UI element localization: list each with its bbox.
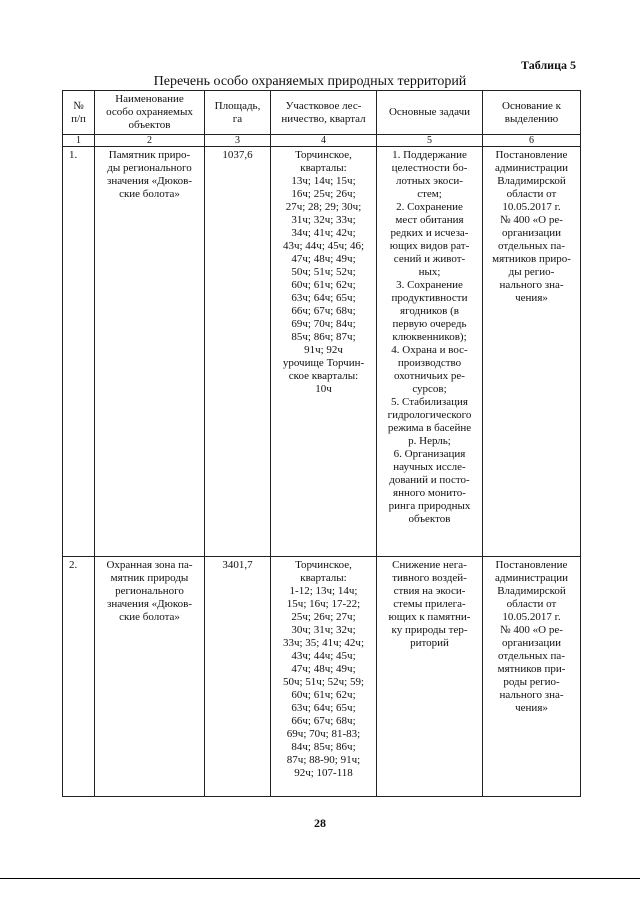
row-basis: Постановление администрации Владимирской области от 10.05.2017 г. № 400 «О ре- организации отдельных па- мятников при- роды регио- нального зна- чения» <box>483 557 581 797</box>
row-area: 1037,6 <box>205 147 271 557</box>
header-name: Наименование особо охраняемых объектов <box>95 91 205 135</box>
table-row <box>63 147 581 557</box>
index-cell: 5 <box>377 135 483 147</box>
header-forestry: Участковое лес- ничество, квартал <box>271 91 377 135</box>
column-index-row <box>63 135 581 147</box>
row-num: 1. <box>63 147 95 557</box>
page-number: 28 <box>314 816 326 830</box>
row-area: 3401,7 <box>205 557 271 797</box>
table-header-row <box>63 91 581 135</box>
protected-areas-table <box>62 90 581 797</box>
row-name: Памятник приро- ды регионального значения «Дюков- ские болота» <box>95 147 205 557</box>
header-area: Площадь, га <box>205 91 271 135</box>
header-tasks: Основные задачи <box>377 91 483 135</box>
row-name: Охранная зона па- мятник природы регионального значения «Дюков- ские болота» <box>95 557 205 797</box>
row-forestry: Торчинское, кварталы: 13ч; 14ч; 15ч; 16ч; 25ч; 26ч; 27ч; 28; 29; 30ч; 31ч; 32ч; 33ч; 34ч; 41ч; 42ч; 43ч; 44ч; 45ч; 46; 47ч; 48ч; 49ч; 50ч; 51ч; 52ч; 60ч; 61ч; 62ч; 63ч; 64ч; 65ч; 66ч; 67ч; 68ч; 69ч; 70ч; 84ч; 85ч; 86ч; 87ч; 91ч; 92ч урочище Торчин- ское кварталы: 10ч <box>271 147 377 557</box>
protected-areas-table-container <box>62 90 580 797</box>
index-cell: 3 <box>205 135 271 147</box>
row-tasks: 1. Поддержание целестности бо- лотных экоси- стем; 2. Сохранение мест обитания редких и исчеза- ющих видов рат- сений и живот- ных; 3. Сохранение продуктивности ягодников (в первую очередь клюквенников); 4. Охрана и вос- производство охотничьих ре- сурсов; 5. Стабилизация гидрологического режима в басейне р. Нерль; 6. Организация научных иссле- дований и посто- янного монито- ринга природных объектов <box>377 147 483 557</box>
header-num: № п/п <box>63 91 95 135</box>
index-cell: 4 <box>271 135 377 147</box>
table-row <box>63 557 581 797</box>
row-tasks: Снижение нега- тивного воздей- ствия на экоси- стемы прилега- ющих к памятни- ку природы тер- риторий <box>377 557 483 797</box>
index-cell: 2 <box>95 135 205 147</box>
index-cell: 6 <box>483 135 581 147</box>
row-num: 2. <box>63 557 95 797</box>
table-label: Таблица 5 <box>521 58 576 72</box>
row-basis: Постановление администрации Владимирской области от 10.05.2017 г. № 400 «О ре- организации отдельных па- мятников приро- ды регио- нального зна- чения» <box>483 147 581 557</box>
row-forestry: Торчинское, кварталы: 1-12; 13ч; 14ч; 15ч; 16ч; 17-22; 25ч; 26ч; 27ч; 30ч; 31ч; 32ч; 33ч; 35; 41ч; 42ч; 43ч; 44ч; 45ч; 47ч; 48ч; 49ч; 50ч; 51ч; 52ч; 59; 60ч; 61ч; 62ч; 63ч; 64ч; 65ч; 66ч; 67ч; 68ч; 69ч; 70ч; 81-83; 84ч; 85ч; 86ч; 87ч; 88-90; 91ч; 92ч; 107-118 <box>271 557 377 797</box>
bottom-rule <box>0 878 640 879</box>
index-cell: 1 <box>63 135 95 147</box>
document-title: Перечень особо охраняемых природных территорий <box>153 74 467 89</box>
header-basis: Основание к выделению <box>483 91 581 135</box>
